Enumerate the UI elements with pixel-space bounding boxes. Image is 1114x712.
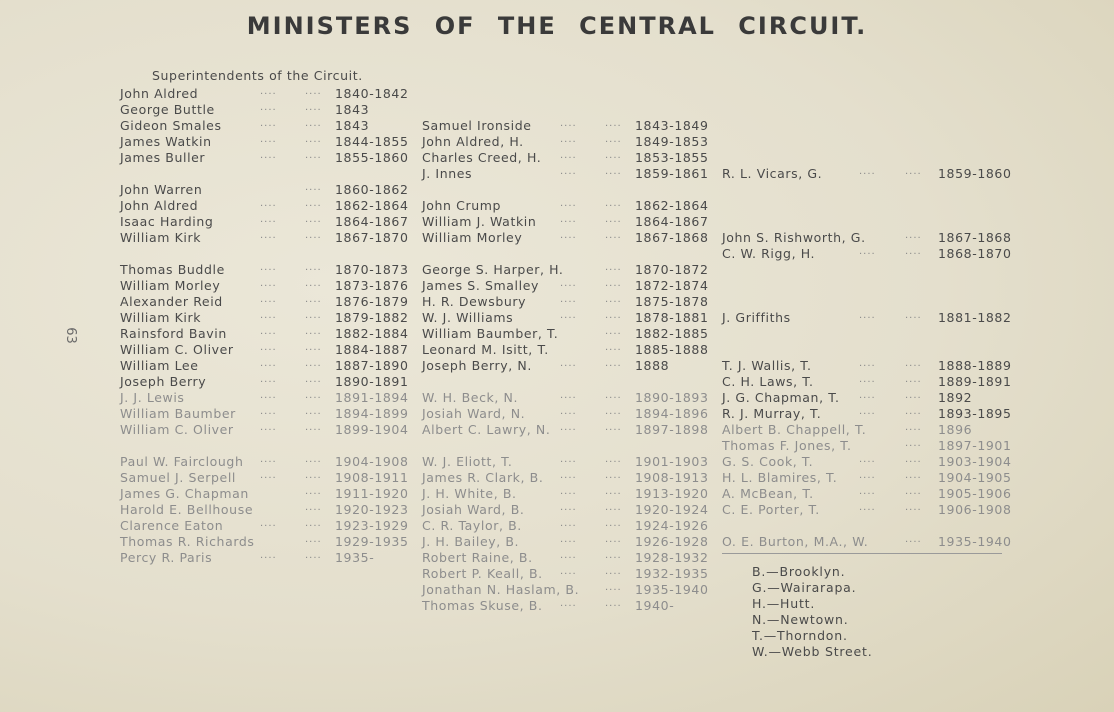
minister-name: Jonathan N. Haslam, B. [422, 582, 580, 597]
leader-dots: .... [260, 214, 277, 225]
leader-dots: .... [260, 326, 277, 337]
service-years: 1889-1891 [938, 374, 1012, 389]
service-years: 1844-1855 [335, 134, 409, 149]
minister-name: W. J. Eliott, T. [422, 454, 513, 469]
service-years: 1913-1920 [635, 486, 709, 501]
leader-dots: .... [260, 278, 277, 289]
service-years: 1859-1860 [938, 166, 1012, 181]
leader-dots: .... [605, 262, 622, 273]
leader-dots: .... [305, 406, 322, 417]
minister-name: James R. Clark, B. [422, 470, 544, 485]
service-years: 1892 [938, 390, 973, 405]
service-years: 1870-1872 [635, 262, 709, 277]
service-years: 1843-1849 [635, 118, 709, 133]
leader-dots: .... [905, 358, 922, 369]
leader-dots: .... [260, 374, 277, 385]
service-years: 1862-1864 [335, 198, 409, 213]
leader-dots: .... [305, 390, 322, 401]
service-years: 1926-1928 [635, 534, 709, 549]
leader-dots: .... [605, 518, 622, 529]
minister-name: Albert C. Lawry, N. [422, 422, 551, 437]
service-years: 1855-1860 [335, 150, 409, 165]
leader-dots: .... [305, 102, 322, 113]
service-years: 1924-1926 [635, 518, 709, 533]
service-years: 1891-1894 [335, 390, 409, 405]
minister-name: George Buttle [120, 102, 215, 117]
minister-name: G. S. Cook, T. [722, 454, 814, 469]
service-years: 1849-1853 [635, 134, 709, 149]
leader-dots: .... [260, 422, 277, 433]
minister-name: John Crump [422, 198, 502, 213]
leader-dots: .... [560, 214, 577, 225]
leader-dots: .... [605, 390, 622, 401]
minister-name: Samuel Ironside [422, 118, 532, 133]
service-years: 1901-1903 [635, 454, 709, 469]
leader-dots: .... [260, 358, 277, 369]
leader-dots: .... [905, 406, 922, 417]
minister-name: C. W. Rigg, H. [722, 246, 816, 261]
leader-dots: .... [905, 454, 922, 465]
minister-name: Robert P. Keall, B. [422, 566, 543, 581]
leader-dots: .... [605, 214, 622, 225]
leader-dots: .... [605, 422, 622, 433]
legend-entry: T.—Thorndon. [752, 628, 848, 643]
legend-entry: B.—Brooklyn. [752, 564, 846, 579]
leader-dots: .... [605, 550, 622, 561]
leader-dots: .... [260, 470, 277, 481]
leader-dots: .... [605, 454, 622, 465]
leader-dots: .... [605, 342, 622, 353]
minister-name: Clarence Eaton [120, 518, 224, 533]
service-years: 1859-1861 [635, 166, 709, 181]
service-years: 1923-1929 [335, 518, 409, 533]
minister-name: Percy R. Paris [120, 550, 213, 565]
minister-name: James G. Chapman [120, 486, 249, 501]
leader-dots: .... [260, 342, 277, 353]
leader-dots: .... [560, 198, 577, 209]
service-years: 1897-1901 [938, 438, 1012, 453]
service-years: 1908-1913 [635, 470, 709, 485]
minister-name: J. H. Bailey, B. [422, 534, 520, 549]
minister-name: William C. Oliver [120, 342, 234, 357]
leader-dots: .... [859, 454, 876, 465]
leader-dots: .... [560, 486, 577, 497]
service-years: 1905-1906 [938, 486, 1012, 501]
service-years: 1888-1889 [938, 358, 1012, 373]
leader-dots: .... [859, 406, 876, 417]
service-years: 1894-1896 [635, 406, 709, 421]
service-years: 1879-1882 [335, 310, 409, 325]
leader-dots: .... [605, 358, 622, 369]
page-title: MINISTERS OF THE CENTRAL CIRCUIT. [246, 12, 868, 40]
superintendents-subheading: Superintendents of the Circuit. [152, 68, 363, 83]
leader-dots: .... [905, 390, 922, 401]
minister-name: Samuel J. Serpell [120, 470, 236, 485]
leader-dots: .... [605, 134, 622, 145]
leader-dots: .... [605, 326, 622, 337]
leader-dots: .... [605, 294, 622, 305]
leader-dots: .... [905, 374, 922, 385]
minister-name: Thomas F. Jones, T. [722, 438, 852, 453]
leader-dots: .... [305, 550, 322, 561]
leader-dots: .... [305, 118, 322, 129]
leader-dots: .... [859, 166, 876, 177]
leader-dots: .... [605, 486, 622, 497]
minister-name: J. H. White, B. [422, 486, 517, 501]
leader-dots: .... [560, 470, 577, 481]
minister-name: Thomas Skuse, B. [422, 598, 543, 613]
leader-dots: .... [560, 454, 577, 465]
service-years: 1882-1885 [635, 326, 709, 341]
leader-dots: .... [560, 310, 577, 321]
leader-dots: .... [859, 246, 876, 257]
minister-name: James Watkin [120, 134, 212, 149]
service-years: 1911-1920 [335, 486, 409, 501]
leader-dots: .... [560, 278, 577, 289]
leader-dots: .... [605, 566, 622, 577]
leader-dots: .... [859, 358, 876, 369]
minister-name: H. L. Blamires, T. [722, 470, 838, 485]
service-years: 1908-1911 [335, 470, 409, 485]
minister-name: James S. Smalley [422, 278, 539, 293]
leader-dots: .... [260, 550, 277, 561]
leader-dots: .... [305, 310, 322, 321]
leader-dots: .... [859, 470, 876, 481]
leader-dots: .... [305, 422, 322, 433]
minister-name: Thomas R. Richards [120, 534, 255, 549]
service-years: 1864-1867 [335, 214, 409, 229]
service-years: 1896 [938, 422, 973, 437]
minister-name: James Buller [120, 150, 206, 165]
minister-name: Harold E. Bellhouse [120, 502, 254, 517]
service-years: 1840-1842 [335, 86, 409, 101]
service-years: 1868-1870 [938, 246, 1012, 261]
minister-name: Josiah Ward, B. [422, 502, 525, 517]
minister-name: John Aldred [120, 86, 199, 101]
leader-dots: .... [605, 502, 622, 513]
leader-dots: .... [305, 454, 322, 465]
minister-name: J. Griffiths [722, 310, 791, 325]
leader-dots: .... [260, 518, 277, 529]
leader-dots: .... [560, 502, 577, 513]
leader-dots: .... [260, 406, 277, 417]
minister-name: Albert B. Chappell, T. [722, 422, 867, 437]
service-years: 1940- [635, 598, 675, 613]
leader-dots: .... [560, 534, 577, 545]
minister-name: W. J. Williams [422, 310, 514, 325]
leader-dots: .... [905, 438, 922, 449]
leader-dots: .... [605, 278, 622, 289]
service-years: 1920-1924 [635, 502, 709, 517]
leader-dots: .... [560, 230, 577, 241]
leader-dots: .... [305, 230, 322, 241]
minister-name: T. J. Wallis, T. [722, 358, 812, 373]
service-years: 1843 [335, 102, 370, 117]
service-years: 1860-1862 [335, 182, 409, 197]
leader-dots: .... [859, 374, 876, 385]
leader-dots: .... [605, 598, 622, 609]
minister-name: Isaac Harding [120, 214, 214, 229]
service-years: 1920-1923 [335, 502, 409, 517]
service-years: 1890-1893 [635, 390, 709, 405]
service-years: 1932-1935 [635, 566, 709, 581]
minister-name: William Lee [120, 358, 199, 373]
service-years: 1867-1868 [938, 230, 1012, 245]
leader-dots: .... [560, 134, 577, 145]
leader-dots: .... [305, 182, 322, 193]
service-years: 1929-1935 [335, 534, 409, 549]
minister-name: William Morley [120, 278, 221, 293]
legend-entry: N.—Newtown. [752, 612, 849, 627]
leader-dots: .... [305, 326, 322, 337]
leader-dots: .... [305, 518, 322, 529]
minister-name: A. McBean, T. [722, 486, 814, 501]
leader-dots: .... [305, 150, 322, 161]
leader-dots: .... [305, 486, 322, 497]
service-years: 1875-1878 [635, 294, 709, 309]
leader-dots: .... [260, 230, 277, 241]
service-years: 1882-1884 [335, 326, 409, 341]
service-years: 1884-1887 [335, 342, 409, 357]
leader-dots: .... [260, 102, 277, 113]
service-years: 1881-1882 [938, 310, 1012, 325]
leader-dots: .... [560, 550, 577, 561]
service-years: 1928-1932 [635, 550, 709, 565]
service-years: 1885-1888 [635, 342, 709, 357]
leader-dots: .... [305, 358, 322, 369]
leader-dots: .... [305, 502, 322, 513]
service-years: 1873-1876 [335, 278, 409, 293]
minister-name: Joseph Berry, N. [422, 358, 532, 373]
service-years: 1878-1881 [635, 310, 709, 325]
minister-name: Joseph Berry [120, 374, 207, 389]
leader-dots: .... [260, 454, 277, 465]
page-number: 63 [62, 327, 78, 344]
service-years: 1872-1874 [635, 278, 709, 293]
minister-name: C. R. Taylor, B. [422, 518, 522, 533]
leader-dots: .... [305, 134, 322, 145]
leader-dots: .... [859, 486, 876, 497]
service-years: 1935-1940 [938, 534, 1012, 549]
leader-dots: .... [260, 294, 277, 305]
leader-dots: .... [560, 406, 577, 417]
leader-dots: .... [605, 310, 622, 321]
leader-dots: .... [859, 310, 876, 321]
service-years: 1867-1868 [635, 230, 709, 245]
leader-dots: .... [260, 262, 277, 273]
leader-dots: .... [905, 534, 922, 545]
leader-dots: .... [560, 422, 577, 433]
leader-dots: .... [260, 118, 277, 129]
service-years: 1843 [335, 118, 370, 133]
minister-name: R. L. Vicars, G. [722, 166, 823, 181]
service-years: 1935-1940 [635, 582, 709, 597]
service-years: 1904-1908 [335, 454, 409, 469]
leader-dots: .... [605, 406, 622, 417]
leader-dots: .... [560, 358, 577, 369]
minister-name: John Aldred [120, 198, 199, 213]
leader-dots: .... [605, 198, 622, 209]
minister-name: Paul W. Fairclough [120, 454, 244, 469]
minister-name: William Morley [422, 230, 523, 245]
service-years: 1876-1879 [335, 294, 409, 309]
leader-dots: .... [305, 86, 322, 97]
minister-name: Leonard M. Isitt, T. [422, 342, 549, 357]
service-years: 1864-1867 [635, 214, 709, 229]
leader-dots: .... [605, 150, 622, 161]
service-years: 1893-1895 [938, 406, 1012, 421]
minister-name: William Kirk [120, 230, 202, 245]
service-years: 1887-1890 [335, 358, 409, 373]
minister-name: Rainsford Bavin [120, 326, 227, 341]
leader-dots: .... [605, 582, 622, 593]
minister-name: Josiah Ward, N. [422, 406, 526, 421]
leader-dots: .... [305, 342, 322, 353]
service-years: 1904-1905 [938, 470, 1012, 485]
leader-dots: .... [560, 150, 577, 161]
service-years: 1853-1855 [635, 150, 709, 165]
leader-dots: .... [605, 166, 622, 177]
leader-dots: .... [905, 246, 922, 257]
minister-name: Gideon Smales [120, 118, 222, 133]
leader-dots: .... [905, 310, 922, 321]
leader-dots: .... [605, 118, 622, 129]
service-years: 1894-1899 [335, 406, 409, 421]
leader-dots: .... [305, 278, 322, 289]
leader-dots: .... [905, 422, 922, 433]
minister-name: J. G. Chapman, T. [722, 390, 840, 405]
leader-dots: .... [305, 198, 322, 209]
minister-name: William Baumber, T. [422, 326, 559, 341]
leader-dots: .... [560, 598, 577, 609]
leader-dots: .... [560, 166, 577, 177]
minister-name: William C. Oliver [120, 422, 234, 437]
minister-name: O. E. Burton, M.A., W. [722, 534, 869, 549]
leader-dots: .... [560, 118, 577, 129]
minister-name: Robert Raine, B. [422, 550, 533, 565]
minister-name: George S. Harper, H. [422, 262, 564, 277]
legend-entry: G.—Wairarapa. [752, 580, 857, 595]
minister-name: R. J. Murray, T. [722, 406, 822, 421]
legend-entry: H.—Hutt. [752, 596, 816, 611]
service-years: 1870-1873 [335, 262, 409, 277]
leader-dots: .... [260, 198, 277, 209]
leader-dots: .... [305, 374, 322, 385]
leader-dots: .... [260, 310, 277, 321]
legend-entry: W.—Webb Street. [752, 644, 873, 659]
leader-dots: .... [260, 86, 277, 97]
leader-dots: .... [905, 166, 922, 177]
legend-divider [722, 553, 1002, 554]
leader-dots: .... [859, 390, 876, 401]
service-years: 1903-1904 [938, 454, 1012, 469]
leader-dots: .... [605, 534, 622, 545]
leader-dots: .... [260, 134, 277, 145]
service-years: 1897-1898 [635, 422, 709, 437]
leader-dots: .... [305, 214, 322, 225]
leader-dots: .... [560, 518, 577, 529]
leader-dots: .... [905, 486, 922, 497]
minister-name: C. H. Laws, T. [722, 374, 814, 389]
service-years: 1899-1904 [335, 422, 409, 437]
leader-dots: .... [560, 390, 577, 401]
minister-name: Thomas Buddle [120, 262, 225, 277]
leader-dots: .... [560, 566, 577, 577]
service-years: 1867-1870 [335, 230, 409, 245]
leader-dots: .... [305, 262, 322, 273]
leader-dots: .... [905, 470, 922, 481]
leader-dots: .... [305, 470, 322, 481]
service-years: 1888 [635, 358, 670, 373]
minister-name: Alexander Reid [120, 294, 223, 309]
minister-name: H. R. Dewsbury [422, 294, 527, 309]
leader-dots: .... [605, 470, 622, 481]
leader-dots: .... [305, 294, 322, 305]
minister-name: William J. Watkin [422, 214, 537, 229]
minister-name: John Aldred, H. [422, 134, 524, 149]
service-years: 1906-1908 [938, 502, 1012, 517]
service-years: 1862-1864 [635, 198, 709, 213]
minister-name: Charles Creed, H. [422, 150, 542, 165]
service-years: 1935- [335, 550, 375, 565]
leader-dots: .... [560, 294, 577, 305]
minister-name: John Warren [120, 182, 203, 197]
minister-name: C. E. Porter, T. [722, 502, 820, 517]
minister-name: J. J. Lewis [120, 390, 185, 405]
leader-dots: .... [305, 534, 322, 545]
minister-name: J. Innes [422, 166, 473, 181]
minister-name: William Kirk [120, 310, 202, 325]
minister-name: W. H. Beck, N. [422, 390, 519, 405]
leader-dots: .... [905, 502, 922, 513]
minister-name: John S. Rishworth, G. [722, 230, 866, 245]
leader-dots: .... [605, 230, 622, 241]
leader-dots: .... [260, 150, 277, 161]
leader-dots: .... [260, 390, 277, 401]
service-years: 1890-1891 [335, 374, 409, 389]
leader-dots: .... [859, 502, 876, 513]
leader-dots: .... [905, 230, 922, 241]
minister-name: William Baumber [120, 406, 236, 421]
